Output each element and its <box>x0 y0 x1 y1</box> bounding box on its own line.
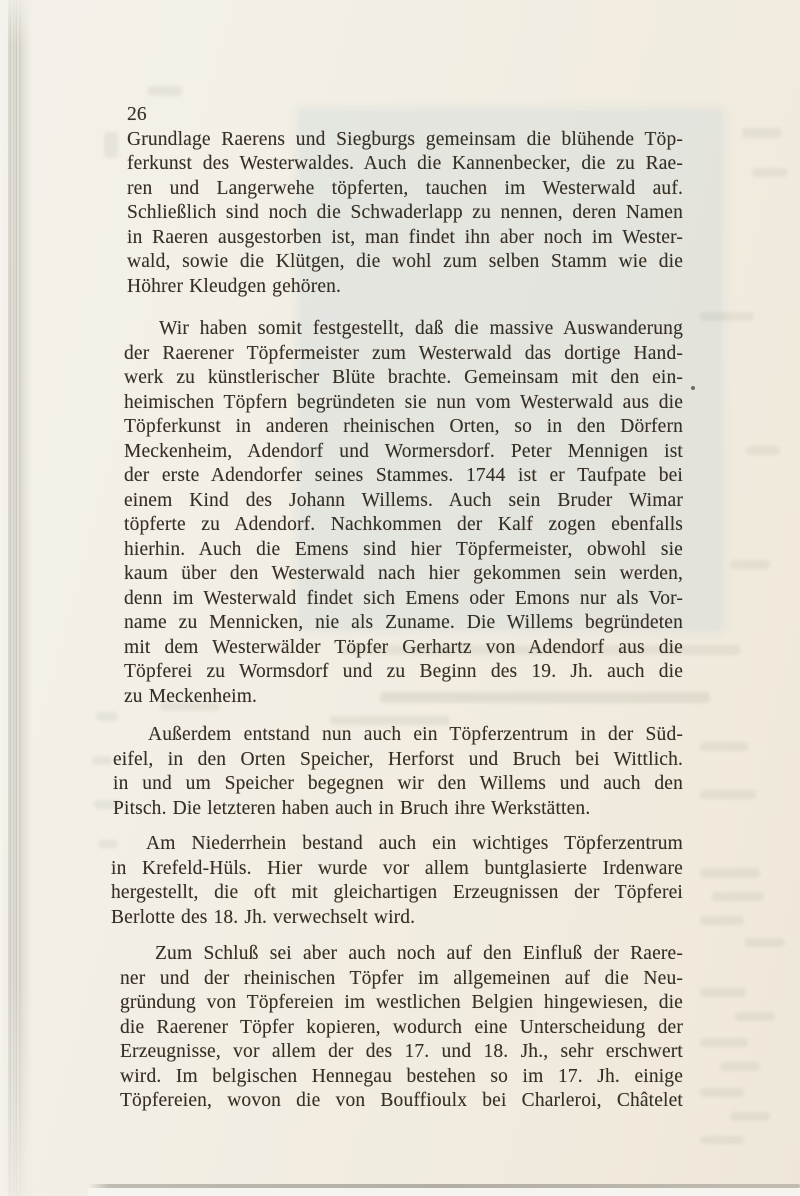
bleed-through-artifact <box>730 1112 770 1121</box>
text-line: Erzeugnisse, vor allem der des 17. und 18. Jh., sehr erschwert <box>120 1041 683 1062</box>
below-page-area <box>88 1188 800 1196</box>
paragraph <box>113 723 683 821</box>
text-line: hergestellt, die oft mit gleichartigen Erzeugnissen der Töpferei <box>111 882 683 903</box>
text-line: Töpferkunst in anderen rheinischen Orten, so in den Dörfern <box>124 416 683 437</box>
bleed-through-artifact <box>700 988 746 997</box>
text-line: Wir haben somit festgestellt, daß die massive Auswanderung <box>159 318 683 339</box>
bleed-through-artifact <box>148 86 182 96</box>
text-line: kaum über den Westerwald nach hier gekommen sein werden, <box>124 563 683 584</box>
bleed-through-artifact <box>96 712 118 721</box>
paragraph <box>127 128 683 300</box>
text-line: ren und Langerwehe töpferten, tauchen im Westerwald auf. <box>127 177 683 199</box>
text-line: Schließlich sind noch die Schwaderlapp zu nennen, deren Namen <box>127 202 683 223</box>
text-line: töpferte zu Adendorf. Nachkommen der Kalf zogen ebenfalls <box>124 514 683 535</box>
text-line: Zum Schluß sei aber auch noch auf den Einfluß der Raere- <box>155 943 683 964</box>
bleed-through-artifact <box>700 312 754 321</box>
text-block <box>111 103 683 1114</box>
text-line: gründung von Töpfereien im westlichen Belgien hingewiesen, die <box>120 992 683 1013</box>
ink-dot-artifact <box>691 386 695 390</box>
text-line: werk zu künstlerischer Blüte brachte. Gemeinsam mit den ein- <box>124 367 683 388</box>
bleed-through-artifact <box>92 756 112 765</box>
page-number: 26 <box>127 104 147 125</box>
text-line: denn im Westerwald findet sich Emens oder Emons nur als Vor- <box>124 587 683 609</box>
text-line: eifel, in den Orten Speicher, Herforst und Bruch bei Wittlich. <box>113 748 683 770</box>
text-line: in Raeren ausgestorben ist, man findet ihn aber noch im Wester- <box>127 226 683 248</box>
paragraph <box>124 317 683 709</box>
text-line: Berlotte des 18. Jh. verwechselt wird. <box>111 906 416 928</box>
bleed-through-artifact <box>735 1012 775 1021</box>
text-line: heimischen Töpfern begründeten sie nun vom Westerwald aus die <box>124 391 683 413</box>
bleed-through-artifact <box>720 1062 760 1071</box>
bleed-through-artifact <box>746 446 780 455</box>
paragraph <box>111 832 683 930</box>
text-line: ferkunst des Westerwaldes. Auch die Kannenbecker, die zu Rae- <box>127 153 683 174</box>
text-line: wald, sowie die Klütgen, die wohl zum selben Stamm wie die <box>127 251 683 272</box>
text-line: Töpferei zu Wormsdorf und zu Beginn des 19. Jh. auch die <box>124 661 683 682</box>
bleed-through-artifact <box>742 128 782 138</box>
text-line: wird. Im belgischen Hennegau bestehen so im 17. Jh. einige <box>120 1065 683 1087</box>
bleed-through-artifact <box>700 916 744 925</box>
bleed-through-artifact <box>745 938 785 947</box>
text-line: einem Kind des Johann Willems. Auch sein Bruder Wimar <box>124 489 683 511</box>
text-line: der erste Adendorfer seines Stammes. 1744 ist er Taufpate bei <box>124 465 683 486</box>
text-line: ner und der rheinischen Töpfer im allgemeinen auf die Neu- <box>120 967 683 989</box>
spine-lighten-overlay <box>0 0 30 1196</box>
text-line: Höhrer Kleudgen gehören. <box>127 275 342 297</box>
text-line: die Raerener Töpfer kopieren, wodurch eine Unterscheidung der <box>120 1016 683 1038</box>
bleed-through-artifact <box>700 868 760 878</box>
text-line: Meckenheim, Adendorf und Wormersdorf. Peter Mennigen ist <box>124 440 683 462</box>
text-line: Am Niederrhein bestand auch ein wichtiges Töpferzentrum <box>146 833 683 854</box>
text-line: name zu Mennicken, nie als Zuname. Die Willems begründeten <box>124 612 683 633</box>
text-line: Pitsch. Die letzteren haben auch in Bruch ihre Werkstätten. <box>113 797 591 819</box>
text-line: Grundlage Raerens und Siegburgs gemeinsam die blühende Töp- <box>127 128 683 150</box>
text-line: hierhin. Auch die Emens sind hier Töpfermeister, obwohl sie <box>124 538 683 560</box>
paragraph <box>120 942 683 1114</box>
bleed-through-artifact <box>700 1136 744 1144</box>
bleed-through-artifact <box>700 790 756 799</box>
bleed-through-artifact <box>752 168 788 177</box>
text-line: in und um Speicher begegnen wir den Willems und auch den <box>113 773 683 794</box>
bleed-through-artifact <box>700 1038 748 1047</box>
bleed-through-artifact <box>712 892 764 901</box>
text-line: Töpfereien, wovon die von Bouffioulx bei Charleroi, Châtelet <box>120 1090 683 1111</box>
book-spine-edge <box>0 0 30 1196</box>
bleed-through-artifact <box>700 742 748 751</box>
text-line: zu Meckenheim. <box>124 685 258 707</box>
text-line: Außerdem entstand nun auch ein Töpferzentrum in der Süd- <box>148 724 683 745</box>
bleed-through-artifact <box>104 132 118 158</box>
page-bottom-edge <box>88 1184 800 1188</box>
text-line: in Krefeld-Hüls. Hier wurde vor allem buntglasierte Irdenware <box>111 857 683 879</box>
bleed-through-artifact <box>730 560 770 569</box>
bleed-through-artifact <box>700 1088 744 1097</box>
text-line: der Raerener Töpfermeister zum Westerwald das dortige Hand- <box>124 342 683 364</box>
text-line: mit dem Westerwälder Töpfer Gerhartz von Adendorf aus die <box>124 636 683 658</box>
